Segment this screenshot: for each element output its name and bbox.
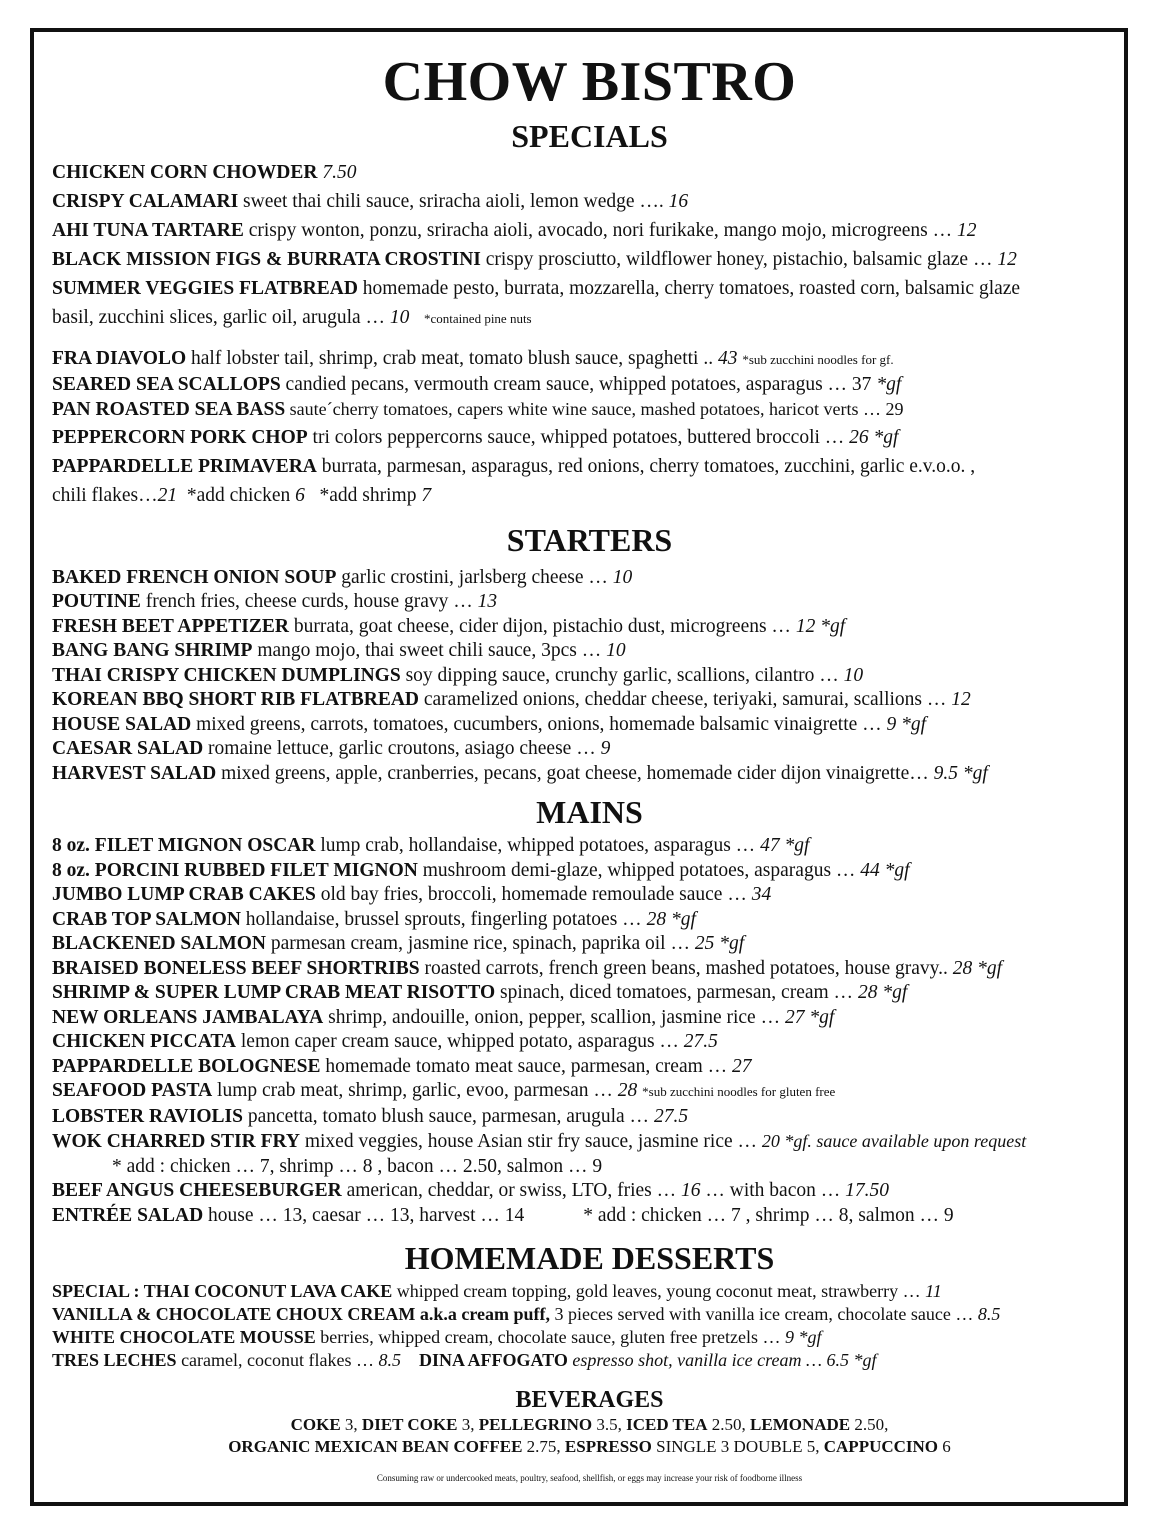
item-name: BLACK MISSION FIGS & BURRATA CROSTINI [52, 249, 481, 270]
item-note: *sub zucchini noodles for gf. [742, 352, 894, 367]
item-desc: crispy wonton, ponzu, sriracha aioli, avocado, nori furikake, mango mojo, microgreens … [248, 220, 953, 241]
item-price: 12 [997, 249, 1017, 270]
item-price: 9 [600, 738, 611, 759]
beverage-price: 2.50, [711, 1415, 746, 1434]
item-price: 12 [951, 689, 971, 710]
menu-item [52, 859, 1127, 884]
beverage-price: 6 [942, 1437, 951, 1456]
item-addon-price: 7 [421, 484, 432, 506]
item-name: PAPPARDELLE PRIMAVERA [52, 455, 317, 477]
item-desc: shrimp, andouille, onion, pepper, scallion, jasmine rice … [328, 1006, 781, 1028]
item-name: KOREAN BBQ SHORT RIB FLATBREAD [52, 689, 419, 710]
item-name: DINA AFFOGATO [418, 1350, 568, 1370]
mains-list [52, 834, 1127, 1228]
item-desc: old bay fries, broccoli, homemade remoulade sauce … [320, 884, 747, 905]
item-name: HOUSE SALAD [52, 713, 192, 735]
menu-item [52, 158, 1127, 187]
item-name: SPECIAL : THAI COCONUT LAVA CAKE [52, 1281, 393, 1301]
beverage-name: ICED TEA [626, 1415, 708, 1434]
item-name: SEAFOOD PASTA [52, 1080, 213, 1101]
item-name: PEPPERCORN PORK CHOP [52, 426, 308, 448]
item-name: PAPPARDELLE BOLOGNESE [52, 1055, 321, 1077]
section-heading-specials: SPECIALS [511, 118, 668, 154]
menu-item [52, 1055, 1127, 1080]
menu-item [52, 1030, 1127, 1055]
item-desc: parmesan cream, jasmine rice, spinach, paprika oil … [270, 933, 690, 954]
item-price: 26 *gf [849, 426, 899, 448]
item-name: WOK CHARRED STIR FRY [52, 1131, 300, 1152]
item-name: 8 oz. PORCINI RUBBED FILET MIGNON [52, 859, 418, 881]
beverage-price: 2.75, [526, 1437, 561, 1456]
item-addon: … with bacon … [705, 1180, 841, 1201]
item-desc: tri colors peppercorns sauce, whipped potatoes, buttered broccoli … [312, 426, 845, 448]
item-desc: espresso shot, vanilla ice cream … 6.5 *gf [572, 1350, 877, 1370]
menu-content [52, 50, 1127, 1484]
menu-item [52, 566, 1127, 591]
item-desc: candied pecans, vermouth cream sauce, whipped potatoes, asparagus … 37 [285, 373, 872, 395]
item-desc: whipped cream topping, gold leaves, young coconut meat, strawberry … [396, 1281, 921, 1301]
item-desc: pancetta, tomato blush sauce, parmesan, arugula … [247, 1105, 650, 1127]
item-name: PAN ROASTED SEA BASS [52, 399, 286, 420]
item-desc: burrata, parmesan, asparagus, red onions, cherry tomatoes, zucchini, garlic e.v.o.o. , [321, 455, 976, 477]
item-desc: spinach, diced tomatoes, parmesan, cream … [500, 982, 854, 1003]
item-name: THAI CRISPY CHICKEN DUMPLINGS [52, 664, 401, 686]
item-price: 8.5 [378, 1350, 401, 1370]
menu-item [52, 1326, 1127, 1349]
item-desc: basil, zucchini slices, garlic oil, arugula … [52, 307, 386, 328]
menu-item [52, 1105, 1127, 1130]
item-price: 27 [732, 1055, 752, 1077]
item-price: 43 [717, 348, 738, 369]
item-desc: american, cheddar, or swiss, LTO, fries … [346, 1180, 677, 1201]
item-price: 7.50 [322, 162, 357, 183]
menu-item [52, 883, 1127, 908]
menu-item [52, 347, 1127, 373]
item-price: 8.5 [977, 1304, 1001, 1324]
item-price: 44 *gf [860, 859, 910, 881]
item-desc: mango mojo, thai sweet chili sauce, 3pcs … [257, 640, 602, 661]
menu-item [52, 187, 1127, 216]
menu-item [52, 957, 1127, 982]
menu-item [52, 932, 1127, 957]
item-price: 10 [606, 640, 626, 661]
item-name: FRA DIAVOLO [52, 348, 187, 369]
item-desc: sweet thai chili sauce, sriracha aioli, lemon wedge …. [243, 191, 664, 212]
menu-item [52, 981, 1127, 1006]
menu-item [52, 397, 1127, 423]
item-desc: caramelized onions, cheddar cheese, teriyaki, samurai, scallions … [423, 689, 947, 710]
item-name: CRAB TOP SALMON [52, 908, 241, 930]
item-name: 8 oz. FILET MIGNON OSCAR [52, 835, 316, 856]
item-price: 47 *gf [760, 835, 810, 856]
section-heading-beverages: BEVERAGES [515, 1387, 664, 1413]
item-price: 9.5 *gf [933, 762, 988, 784]
beverage-price: 3.5, [596, 1415, 622, 1434]
menu-item-continued [52, 481, 1127, 510]
item-price: 28 *gf [646, 908, 696, 930]
item-desc: caramel, coconut flakes … [181, 1350, 374, 1370]
menu-item [52, 1129, 1127, 1155]
item-name: WHITE CHOCOLATE MOUSSE [52, 1327, 316, 1347]
menu-item [52, 664, 1127, 689]
item-desc: lemon caper cream sauce, whipped potato, asparagus … [240, 1031, 679, 1052]
item-price: 34 [751, 884, 772, 905]
item-name: CHICKEN PICCATA [52, 1031, 236, 1052]
item-name: BLACKENED SALMON [52, 933, 266, 954]
item-desc: 3 pieces served with vanilla ice cream, chocolate sauce … [554, 1304, 974, 1324]
menu-item [52, 590, 1127, 615]
item-name: SUMMER VEGGIES FLATBREAD [52, 278, 358, 299]
menu-item-continued [52, 303, 1127, 333]
item-name: SHRIMP & SUPER LUMP CRAB MEAT RISOTTO [52, 982, 496, 1003]
menu-item [52, 452, 1127, 481]
item-name: LOBSTER RAVIOLIS [52, 1105, 243, 1127]
menu-item [52, 615, 1127, 640]
item-note: *contained pine nuts [424, 311, 532, 326]
item-price: 10 [612, 566, 633, 588]
menu-item [52, 1179, 1127, 1204]
beverage-price: 3, [344, 1415, 358, 1434]
item-desc: chili flakes… [52, 484, 158, 506]
item-price: 27.5 [653, 1105, 689, 1127]
desserts-list [52, 1280, 1127, 1372]
restaurant-title: CHOW BISTRO [382, 51, 797, 113]
menu-item [52, 639, 1127, 664]
item-desc: half lobster tail, shrimp, crab meat, tomato blush sauce, spaghetti .. [191, 348, 714, 369]
item-name: CHICKEN CORN CHOWDER [52, 162, 318, 183]
menu-item [52, 1079, 1127, 1105]
beverage-price: SINGLE 3 DOUBLE 5, [656, 1437, 820, 1456]
menu-item [52, 908, 1127, 933]
item-name: CAESAR SALAD [52, 738, 204, 759]
item-price: 13 [477, 591, 498, 612]
menu-item [52, 762, 1127, 787]
item-price: 16 [681, 1180, 701, 1201]
item-name: CRISPY CALAMARI [52, 191, 239, 212]
menu-item [52, 1204, 1127, 1229]
item-price: 27.5 [683, 1031, 718, 1052]
item-name: SEARED SEA SCALLOPS [52, 373, 281, 395]
section-heading-starters: STARTERS [506, 521, 673, 558]
beverage-name: COKE [290, 1415, 341, 1434]
beverage-name: DIET COKE [361, 1415, 458, 1434]
item-name: BANG BANG SHRIMP [52, 640, 253, 661]
beverages-line-1 [52, 1414, 1127, 1436]
item-name: NEW ORLEANS JAMBALAYA [52, 1006, 324, 1028]
specials-list-2 [52, 347, 1127, 510]
item-desc: homemade tomato meat sauce, parmesan, cream … [325, 1055, 728, 1077]
menu-item [52, 713, 1127, 738]
item-desc: burrata, goat cheese, cider dijon, pistachio dust, microgreens … [293, 615, 791, 637]
item-price: 10 [843, 664, 864, 686]
beverage-name: PELLEGRINO [478, 1415, 593, 1434]
item-name: BRAISED BONELESS BEEF SHORTRIBS [52, 957, 420, 979]
item-name: POUTINE [52, 591, 141, 612]
beverage-name: ORGANIC MEXICAN BEAN COFFEE [228, 1437, 523, 1456]
item-price: 21 [157, 484, 178, 506]
item-price: 20 *gf. sauce available upon request [761, 1131, 1027, 1151]
menu-item [52, 423, 1127, 452]
item-price: 12 *gf [795, 615, 846, 637]
item-addons: * add : chicken … 7 , shrimp … 8, salmon … 9 [583, 1204, 954, 1226]
item-desc: berries, whipped cream, chocolate sauce, gluten free pretzels … [320, 1327, 781, 1347]
menu-item [52, 274, 1127, 303]
item-desc: mixed veggies, house Asian stir fry sauce, jasmine rice … [304, 1131, 758, 1152]
menu-item [52, 1280, 1127, 1303]
menu-item [52, 216, 1127, 245]
item-desc: roasted carrots, french green beans, mashed potatoes, house gravy.. [424, 957, 948, 979]
item-price: 9 *gf [785, 1327, 822, 1347]
item-price: *gf [876, 373, 902, 395]
item-name: FRESH BEET APPETIZER [52, 615, 289, 637]
item-desc: homemade pesto, burrata, mozzarella, cherry tomatoes, roasted corn, balsamic glaze [362, 278, 1021, 299]
item-desc: romaine lettuce, garlic croutons, asiago cheese … [208, 738, 596, 759]
beverage-name: ESPRESSO [564, 1437, 652, 1456]
item-name: TRES LECHES [52, 1350, 177, 1370]
menu-item [52, 737, 1127, 762]
item-price: 25 *gf [694, 933, 745, 954]
menu-item [52, 1303, 1127, 1326]
food-safety-note: Consuming raw or undercooked meats, poultry, seafood, shellfish, or eggs may increase your risk of foodborne illness [376, 1473, 803, 1483]
menu-item [52, 1349, 1127, 1372]
item-desc: saute´cherry tomatoes, capers white wine sauce, mashed potatoes, haricot verts … 29 [289, 399, 904, 419]
item-desc: french fries, cheese curds, house gravy … [145, 591, 473, 612]
menu-item [52, 688, 1127, 713]
item-name: AHI TUNA TARTARE [52, 220, 244, 241]
item-note: *sub zucchini noodles for gluten free [642, 1084, 836, 1099]
item-desc: lump crab, hollandaise, whipped potatoes, asparagus … [320, 835, 756, 856]
wok-addons: * add : chicken … 7, shrimp … 8 , bacon … 2.50, salmon … 9 [112, 1155, 603, 1177]
section-heading-desserts: HOMEMADE DESSERTS [404, 1240, 775, 1276]
item-desc: house … 13, caesar … 13, harvest … 14 [208, 1204, 525, 1226]
menu-item [52, 834, 1127, 859]
item-desc: mushroom demi-glaze, whipped potatoes, asparagus … [422, 859, 856, 881]
item-addon-price: 6 [295, 484, 305, 506]
beverages-line-2 [52, 1436, 1127, 1458]
item-desc: crispy prosciutto, wildflower honey, pistachio, balsamic glaze … [485, 249, 993, 270]
item-name: HARVEST SALAD [52, 762, 217, 784]
item-name: BAKED FRENCH ONION SOUP [52, 566, 337, 588]
item-desc: hollandaise, brussel sprouts, fingerling potatoes … [245, 908, 642, 930]
beverage-name: CAPPUCCINO [823, 1437, 939, 1456]
menu-item [52, 245, 1127, 274]
beverage-price: 3, [461, 1415, 475, 1434]
item-price: 27 *gf [784, 1006, 835, 1028]
item-price: 12 [957, 220, 977, 241]
item-name: JUMBO LUMP CRAB CAKES [52, 884, 316, 905]
item-addon: *add chicken [186, 484, 291, 506]
item-desc: soy dipping sauce, crunchy garlic, scallions, cilantro … [405, 664, 839, 686]
item-desc: garlic crostini, jarlsberg cheese … [341, 566, 608, 588]
item-price: 11 [925, 1281, 942, 1301]
item-desc: mixed greens, carrots, tomatoes, cucumbers, onions, homemade balsamic vinaigrette … [196, 713, 882, 735]
item-price: 16 [668, 191, 689, 212]
item-name: ENTRÉE SALAD [52, 1204, 204, 1226]
item-desc: lump crab meat, shrimp, garlic, evoo, parmesan … [217, 1080, 613, 1101]
item-price: 10 [389, 307, 410, 328]
specials-list [52, 158, 1127, 333]
item-desc: mixed greens, apple, cranberries, pecans, goat cheese, homemade cider dijon vinaigrette… [221, 762, 929, 784]
section-heading-mains: MAINS [536, 794, 643, 830]
item-price: 28 *gf [857, 982, 908, 1003]
item-addon-price: 17.50 [845, 1180, 889, 1201]
starters-list [52, 566, 1127, 787]
item-price: 28 *gf [952, 957, 1003, 979]
item-price: 9 *gf [886, 713, 927, 735]
menu-item [52, 373, 1127, 398]
beverage-price: 2.50, [854, 1415, 889, 1434]
item-addon: *add shrimp [319, 484, 417, 506]
item-price: 28 [617, 1080, 638, 1101]
item-name: VANILLA & CHOCOLATE CHOUX CREAM a.k.a cream puff, [52, 1304, 551, 1324]
menu-item [52, 1006, 1127, 1031]
item-name: BEEF ANGUS CHEESEBURGER [52, 1180, 342, 1201]
beverage-name: LEMONADE [750, 1415, 851, 1434]
